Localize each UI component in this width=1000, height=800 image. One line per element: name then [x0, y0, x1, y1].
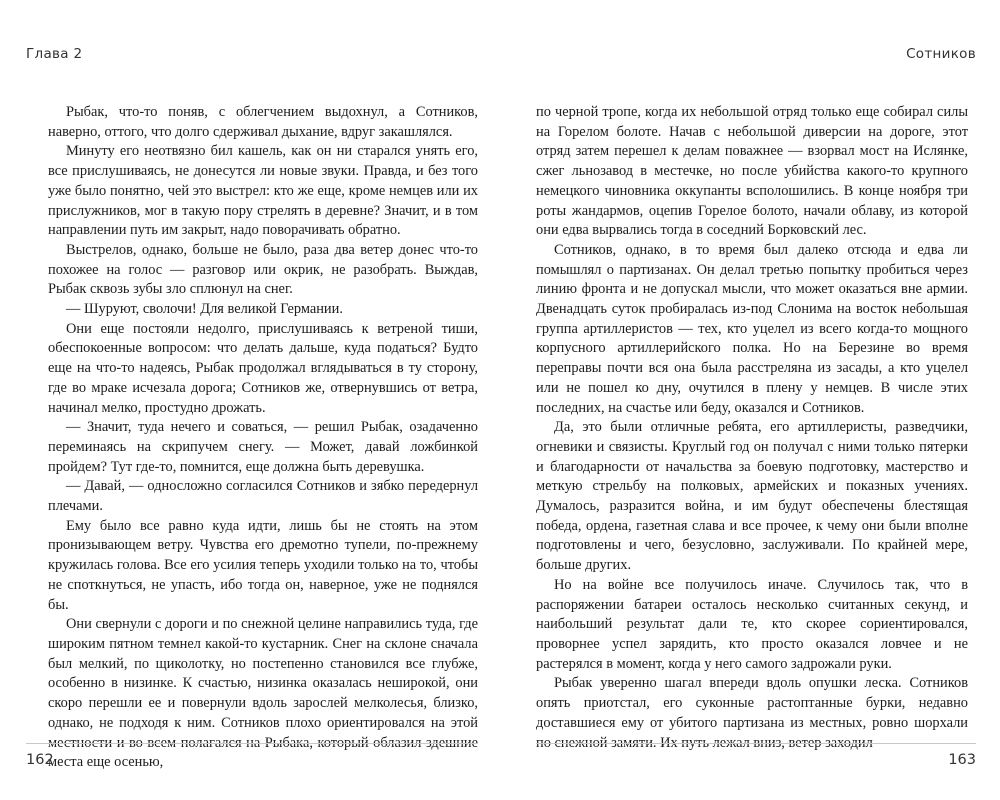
page-number-left: 162 [26, 752, 54, 768]
running-head-right [508, 46, 976, 62]
paragraph: Минуту его неотвязно бил кашель, как он ни старался унять его, все прислушиваясь, не донесутся ли новые звуки. Правда, и без того уже было понятно, чей это выстрел: кто же еще, кроме немцев или их прислужников, мог в такую пору стрелять в деревне? Значит, и в том направлении путь им закрыт, надо поворачивать обратно. [48, 143, 478, 239]
running-head-left [26, 46, 494, 62]
paragraph: Выстрелов, однако, больше не было, раза два ветер донес что-то похожее на голос — разговор или окрик, не разобрать. Выждав, Рыбак сквозь зубы зло сплюнул на снег. [48, 241, 478, 298]
book-title: Сотников [906, 46, 976, 62]
paragraph: Они свернули с дороги и по снежной целине направились туда, где широким пятном темнел какой-то кустарник. Снег на склоне сначала был мелкий, по щиколотку, но постепенно становился все глубже, особенно в низинке. К счастью, низинка оказалась неширокой, они скоро перешли ее и повернули вдоль зарослей мелколесья, близко, однако, не подходя к ним. Сотников плохо ориентировался на этой местности и во всем полагался на Рыбака, который облазил здешние места еще осенью, [48, 616, 478, 771]
left-page [26, 0, 494, 800]
dialogue-line: — Значит, туда нечего и соваться, — решил Рыбак, озадаченно переминаясь на скрипучем снегу. — Может, давай ложбинкой пройдем? Тут где-то, помнится, еще должна быть деревушка. [48, 419, 478, 475]
left-page-text [26, 103, 478, 773]
page-number-right: 163 [948, 752, 976, 768]
paragraph: Рыбак, что-то поняв, с облегчением выдохнул, а Сотников, наверно, оттого, что долго сдерживал дыхание, вдруг закашлялся. [48, 104, 478, 140]
dialogue-line: — Шуруют, сволочи! Для великой Германии. [66, 301, 343, 318]
right-page-text [508, 103, 968, 753]
paragraph: Но на войне все получилось иначе. Случилось так, что в распоряжении батареи осталось несколько считанных секунд, и наибольший результат дали те, кто скорее сориентировался, проворнее успел зарядить, кто просто оказался ловчее и не растерялся в момент, когда у него самого задрожали руки. [536, 576, 968, 672]
paragraph-continuation: по черной тропе, когда их небольшой отряд только еще собирал силы на Горелом болоте. Начав с небольшой диверсии на дороге, этот отряд затем перешел к делам поважнее — взорвал мост на Ислянке, сжег льнозавод в местечке, но после убийства какого-то крупного немецкого чиновника оккупанты всполошились. В конце ноября три роты жандармов, оцепив Горелое болото, начали облаву, из которой они едва вырвались тогда в соседний Борковский лес. [536, 104, 968, 239]
paragraph: Да, это были отличные ребята, его артиллеристы, разведчики, огневики и связисты. Круглый год он получал с ними только пятерки и благодарности от начальства за боевую подготовку, мастерство и меткую стрельбу на полковых, армейских и показных учениях. Думалось, разразится война, и им будут обеспечены блестящая победа, ордена, газетная слава и все прочее, к чему они были вполне подготовлены и чего, безусловно, заслуживали. По крайней мере, больше других. [536, 419, 968, 574]
paragraph: Рыбак уверенно шагал впереди вдоль опушки леска. Сотников опять приотстал, его суконные растоптанные бурки, недавно доставшиеся ему от убитого партизана из местных, ровно шорхали по снежной замяти. Их путь лежал вниз, ветер заходил [536, 675, 968, 751]
chapter-title: Глава 2 [26, 46, 83, 62]
footer-rule-left [26, 743, 478, 744]
paragraph: Сотников, однако, в то время был далеко отсюда и едва ли помышлял о партизанах. Он делал третью попытку пробиться через линию фронта и не допускал мысли, что может оказаться вне армии. Двенадцать суток пробиралась из-под Слонима на восток небольшая группа артиллеристов — тех, кто уцелел из всего когда-то мощного корпусного артиллерийского полка. Но на Березине во время переправы почти вся она была расстреляна из засады, а кто уцелел или не пошел ко дну, очутился в плену у немцев. В числе этих последних, на счастье или беду, оказался и Сотников. [536, 241, 968, 416]
footer-rule-right [536, 743, 976, 744]
paragraph: Ему было все равно куда идти, лишь бы не стоять на этом пронизывающем ветру. Чувства его дремотно тупели, по-прежнему кружилась голова. Все его усилия теперь уходили только на то, чтобы не споткнуться, не упасть, ибо тогда он, наверное, уже не поднялся бы. [48, 517, 478, 613]
right-page [508, 0, 976, 800]
dialogue-line: — Давай, — односложно согласился Сотников и зябко передернул плечами. [48, 478, 478, 515]
paragraph: Они еще постояли недолго, прислушиваясь к ветреной тиши, обеспокоенные вопросом: что делать дальше, куда податься? Будто еще на что-то надеясь, Рыбак продолжал вглядываться в ту сторону, где во мраке исчезала дорога; Сотников же, отвернувшись от ветра, начинал мелко, простудно дрожать. [48, 320, 478, 416]
